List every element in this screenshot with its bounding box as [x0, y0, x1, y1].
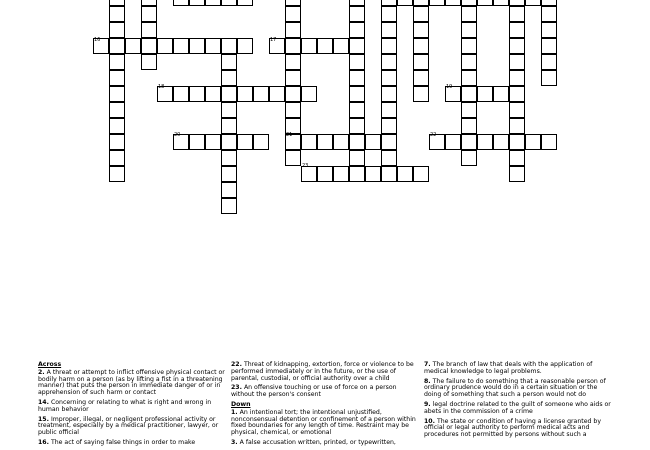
grid-cell[interactable] — [333, 166, 349, 182]
grid-cell[interactable] — [333, 134, 349, 150]
grid-cell[interactable] — [141, 22, 157, 38]
clue-across-15: 15. Improper, illegal, or negligent professional activity or treatment, especially by a medical practitioner, lawyer, or public official — [38, 415, 219, 437]
grid-cell[interactable] — [125, 38, 141, 54]
grid-cell[interactable] — [173, 0, 189, 6]
grid-cell[interactable] — [301, 86, 317, 102]
grid-cell[interactable] — [141, 54, 157, 70]
grid-cell[interactable] — [285, 70, 301, 86]
grid-cell[interactable] — [205, 134, 221, 150]
clue-down-7: 7. The branch of law that deals with the application of medical knowledge to legal problems. — [424, 361, 593, 375]
grid-cell[interactable] — [461, 134, 477, 150]
clue-across-2: 2. A threat or attempt to inflict offensive physical contact or bodily harm on a person (as by lifting a fist in a threatening manner) that puts the person in immediate danger of or in apprehension of such harm or contact — [38, 368, 225, 397]
grid-cell[interactable] — [109, 6, 125, 22]
grid-cell[interactable] — [237, 86, 253, 102]
grid-cell[interactable] — [461, 38, 477, 54]
grid-cell[interactable] — [189, 0, 205, 6]
grid-cell[interactable] — [509, 102, 525, 118]
grid-cell[interactable] — [349, 70, 365, 86]
grid-cell[interactable] — [205, 38, 221, 54]
clues-column-1 — [38, 362, 228, 450]
clue-number-23: 23 — [302, 163, 309, 169]
grid-cell[interactable] — [509, 70, 525, 86]
grid-cell[interactable] — [349, 86, 365, 102]
down-heading: Down — [231, 400, 251, 408]
grid-cell[interactable] — [109, 166, 125, 182]
grid-cell[interactable] — [269, 86, 285, 102]
grid-cell[interactable] — [541, 6, 557, 22]
grid-cell[interactable] — [317, 38, 333, 54]
grid-cell[interactable] — [349, 54, 365, 70]
grid-cell[interactable] — [381, 6, 397, 22]
grid-cell[interactable] — [397, 0, 413, 6]
grid-cell[interactable] — [285, 150, 301, 166]
grid-cell[interactable] — [477, 134, 493, 150]
grid-cell[interactable] — [157, 38, 173, 54]
clue-down-3: 3. A false accusation written, printed, or typewritten, — [231, 438, 396, 446]
grid-cell[interactable] — [509, 150, 525, 166]
grid-cell[interactable] — [109, 38, 125, 54]
grid-cell[interactable] — [381, 118, 397, 134]
grid-cell[interactable] — [461, 22, 477, 38]
clues-column-2 — [231, 362, 421, 450]
grid-cell[interactable] — [381, 54, 397, 70]
grid-cell[interactable] — [461, 150, 477, 166]
grid-cell[interactable] — [141, 38, 157, 54]
grid-cell[interactable] — [525, 134, 541, 150]
grid-cell[interactable] — [509, 54, 525, 70]
clue-across-22: 22. Threat of kidnapping, extortion, force or violence to be performed immediately or in the future, or the use of parental, custodial, or official authority over a child — [231, 361, 414, 382]
grid-cell[interactable] — [221, 134, 237, 150]
across-heading: Across — [38, 361, 62, 368]
grid-cell[interactable] — [509, 166, 525, 182]
grid-cell[interactable] — [109, 22, 125, 38]
grid-cell[interactable] — [301, 134, 317, 150]
grid-cell[interactable] — [109, 70, 125, 86]
grid-cell[interactable] — [221, 102, 237, 118]
grid-cell[interactable] — [349, 118, 365, 134]
clue-number-21: 21 — [286, 132, 293, 138]
grid-cell[interactable] — [381, 166, 397, 182]
grid-cell[interactable] — [381, 70, 397, 86]
grid-cell[interactable] — [237, 134, 253, 150]
grid-cell[interactable] — [493, 0, 509, 6]
grid-cell[interactable] — [477, 0, 493, 6]
grid-cell[interactable] — [109, 150, 125, 166]
grid-cell[interactable] — [285, 54, 301, 70]
grid-cell[interactable] — [509, 22, 525, 38]
grid-cell[interactable] — [253, 134, 269, 150]
grid-cell[interactable] — [109, 54, 125, 70]
grid-cell[interactable] — [381, 134, 397, 150]
grid-cell[interactable] — [109, 134, 125, 150]
grid-cell[interactable] — [365, 166, 381, 182]
grid-cell[interactable] — [173, 86, 189, 102]
grid-cell[interactable] — [205, 86, 221, 102]
clue-number-17: 17 — [270, 37, 277, 43]
grid-cell[interactable] — [109, 102, 125, 118]
grid-cell[interactable] — [141, 6, 157, 22]
clue-number-16: 16 — [94, 37, 101, 43]
clues-column-3 — [424, 362, 614, 442]
grid-cell[interactable] — [253, 86, 269, 102]
clue-number-18: 18 — [158, 84, 165, 90]
grid-cell[interactable] — [221, 198, 237, 214]
grid-cell[interactable] — [285, 38, 301, 54]
grid-cell[interactable] — [413, 166, 429, 182]
grid-cell[interactable] — [413, 70, 429, 86]
grid-cell[interactable] — [509, 118, 525, 134]
grid-cell[interactable] — [413, 6, 429, 22]
grid-cell[interactable] — [173, 38, 189, 54]
grid-cell[interactable] — [349, 102, 365, 118]
grid-cell[interactable] — [189, 86, 205, 102]
grid-cell[interactable] — [381, 150, 397, 166]
grid-cell[interactable] — [413, 22, 429, 38]
grid-cell[interactable] — [381, 86, 397, 102]
clue-across-16: 16. The act of saying false things in order to make — [38, 438, 196, 446]
grid-cell[interactable] — [285, 22, 301, 38]
clue-number-20: 20 — [174, 132, 181, 138]
grid-cell[interactable] — [541, 22, 557, 38]
grid-cell[interactable] — [189, 134, 205, 150]
grid-cell[interactable] — [509, 86, 525, 102]
grid-cell[interactable] — [285, 86, 301, 102]
grid-cell[interactable] — [493, 134, 509, 150]
clue-down-1: 1. An intentional tort; the intentional unjustified, nonconsensual detention or confinement of a person within fixed boundaries for any length of time. Restraint may be physical, chemical, or emotional — [231, 408, 416, 437]
grid-cell[interactable] — [221, 182, 237, 198]
grid-cell[interactable] — [413, 86, 429, 102]
grid-cell[interactable] — [317, 134, 333, 150]
grid-cell[interactable] — [349, 150, 365, 166]
grid-cell[interactable] — [349, 22, 365, 38]
grid-cell[interactable] — [109, 86, 125, 102]
crossword-grid — [0, 0, 650, 215]
grid-cell[interactable] — [525, 0, 541, 6]
grid-cell[interactable] — [541, 134, 557, 150]
grid-cell[interactable] — [285, 6, 301, 22]
clue-across-14: 14. Concerning or relating to what is right and wrong in human behavior — [38, 398, 212, 413]
grid-cell[interactable] — [109, 118, 125, 134]
grid-cell[interactable] — [429, 0, 445, 6]
grid-cell[interactable] — [493, 86, 509, 102]
grid-cell[interactable] — [413, 38, 429, 54]
grid-cell[interactable] — [221, 38, 237, 54]
grid-cell[interactable] — [205, 0, 221, 6]
grid-cell[interactable] — [445, 0, 461, 6]
grid-cell[interactable] — [541, 70, 557, 86]
clue-across-23: 23. An offensive touching or use of force on a person without the person's consent — [231, 384, 397, 399]
grid-cell[interactable] — [349, 166, 365, 182]
grid-cell[interactable] — [317, 166, 333, 182]
grid-cell[interactable] — [349, 6, 365, 22]
grid-cell[interactable] — [285, 102, 301, 118]
grid-cell[interactable] — [541, 54, 557, 70]
grid-cell[interactable] — [381, 22, 397, 38]
grid-cell[interactable] — [397, 166, 413, 182]
grid-cell[interactable] — [237, 0, 253, 6]
grid-cell[interactable] — [477, 86, 493, 102]
grid-cell[interactable] — [189, 38, 205, 54]
grid-cell[interactable] — [381, 38, 397, 54]
grid-cell[interactable] — [461, 86, 477, 102]
grid-cell[interactable] — [509, 134, 525, 150]
grid-cell[interactable] — [445, 134, 461, 150]
grid-cell[interactable] — [461, 102, 477, 118]
grid-cell[interactable] — [461, 6, 477, 22]
clue-down-10: 10. The state or condition of having a license granted by official or legal authority to perform medical acts and procedures not permitted by persons without such a — [424, 417, 601, 439]
grid-cell[interactable] — [461, 70, 477, 86]
clue-down-8: 8. The failure to do something that a reasonable person of ordinary prudence would do in a certain situation or the doing of something that such a person would not do — [424, 377, 606, 399]
grid-cell[interactable] — [237, 38, 253, 54]
grid-cell[interactable] — [333, 38, 349, 54]
grid-cell[interactable] — [349, 38, 365, 54]
grid-cell[interactable] — [221, 118, 237, 134]
grid-cell[interactable] — [221, 70, 237, 86]
clue-number-22: 22 — [430, 132, 437, 138]
grid-cell[interactable] — [541, 38, 557, 54]
grid-cell[interactable] — [381, 102, 397, 118]
grid-cell[interactable] — [221, 166, 237, 182]
grid-cell[interactable] — [461, 118, 477, 134]
clue-number-19: 19 — [446, 84, 453, 90]
grid-cell[interactable] — [221, 0, 237, 6]
grid-cell[interactable] — [509, 6, 525, 22]
grid-cell[interactable] — [301, 38, 317, 54]
grid-cell[interactable] — [509, 38, 525, 54]
grid-cell[interactable] — [365, 134, 381, 150]
grid-cell[interactable] — [221, 54, 237, 70]
grid-cell[interactable] — [413, 54, 429, 70]
clue-down-9: 9. legal doctrine related to the guilt of someone who aids or abets in the commission of a crime — [424, 400, 611, 415]
grid-cell[interactable] — [221, 150, 237, 166]
grid-cell[interactable] — [221, 86, 237, 102]
grid-cell[interactable] — [349, 134, 365, 150]
grid-cell[interactable] — [461, 54, 477, 70]
